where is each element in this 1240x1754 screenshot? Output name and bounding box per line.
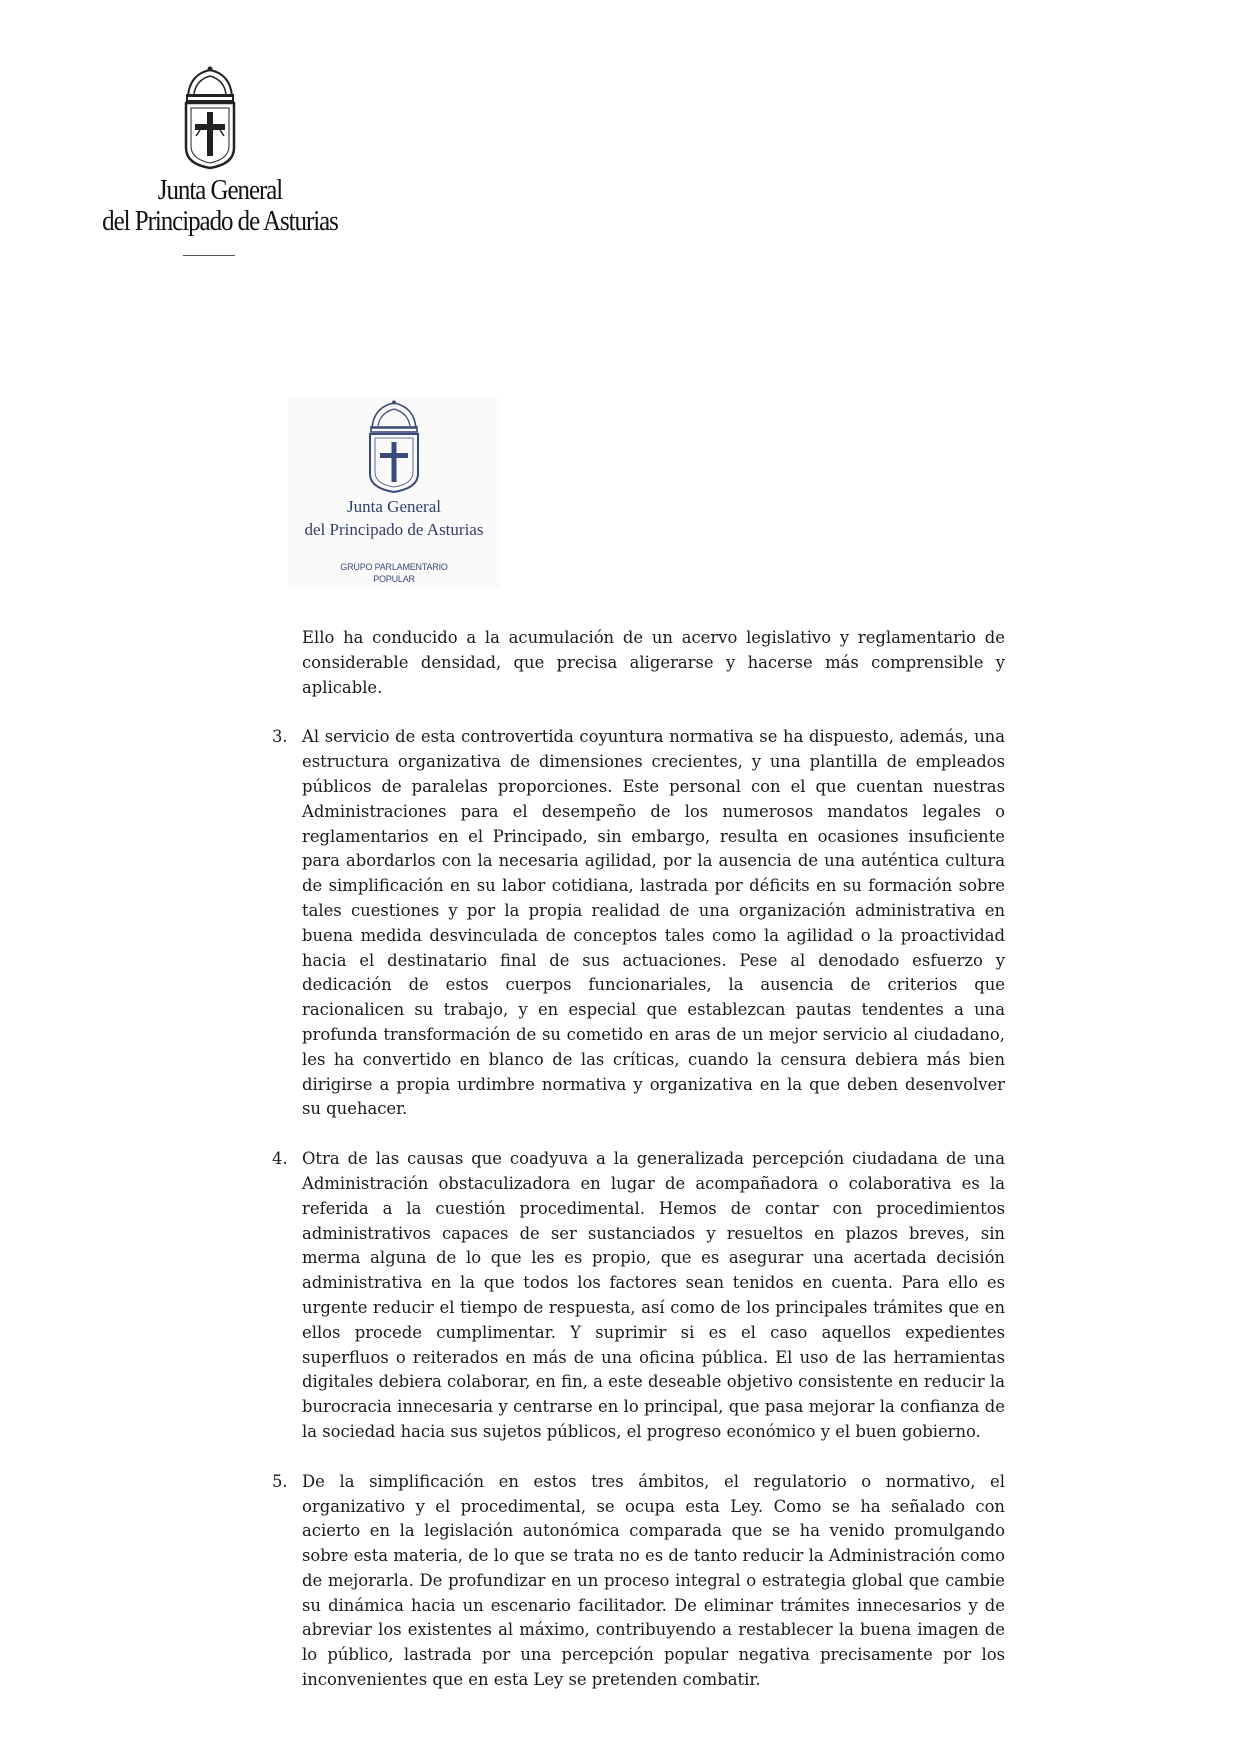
header-logo	[0, 0, 440, 270]
group-logo-group-line1: GRUPO PARLAMENTARIO	[340, 562, 448, 572]
list-item	[272, 1147, 1005, 1445]
header-title-line1: Junta General	[157, 174, 283, 206]
list-item-number: 5.	[272, 1471, 288, 1491]
coat-of-arms-icon	[178, 66, 242, 170]
header-title-line2: del Principado de Asturias	[102, 205, 338, 237]
list-item-text: De la simplificación en estos tres ámbitos, el regulatorio o normativo, el organizativo y el procedimental, se ocupa esta Ley. Como se ha señalado con acierto en la legislación autonómica comparada que se ha venido promulgando sobre esta materia, de lo que se trata no es de tanto reducir la Administración como de mejorarla. De profundizar en un proceso integral o estrategia global que cambie su dinámica hacia un escenario facilitador. De eliminar trámites innecesarios y de abreviar los existentes al máximo, contribuyendo a restablecer la buena imagen de lo público, lastrada por una percepción popular negativa precisamente por los inconvenientes que en esta Ley se pretenden combatir.	[302, 1471, 1005, 1690]
group-logo	[288, 398, 500, 588]
list-item-text: Otra de las causas que coadyuva a la generalizada percepción ciudadana de una Administración obstaculizadora en lugar de acompañadora o colaborativa es la referida a la cuestión procedimental. Hemos de contar con procedimientos administrativos capaces de ser sustanciados y resueltos en plazos breves, sin merma alguna de lo que les es propio, que es asegurar una acertada decisión administrativa en la que todos los factores sean tenidos en cuenta. Para ello es urgente reducir el tiempo de respuesta, así como de los principales trámites que en ellos procede cumplimentar. Y suprimir si es el caso aquellos expedientes superfluos o reiterados en más de una oficina pública. El uso de las herramientas digitales debiera colaborar, en fin, a este deseable objetivo consistente en reducir la burocracia innecesaria y centrarse en lo principal, que pasa mejorar la confianza de la sociedad hacia sus sujetos públicos, el progreso económico y el buen gobierno.	[302, 1149, 1005, 1441]
intro-paragraph: Ello ha conducido a la acumulación de un acervo legislativo y reglamentario de considerable densidad, que precisa aligerarse y hacerse más comprensible y aplicable.	[302, 628, 1005, 697]
document-body	[272, 626, 1005, 1718]
group-logo-group-line2: POPULAR	[373, 574, 415, 584]
coat-of-arms-icon	[361, 400, 427, 494]
list-item	[272, 725, 1005, 1122]
group-logo-title-line2: del Principado de Asturias	[304, 520, 484, 539]
list-item-number: 4.	[272, 1149, 288, 1169]
header-divider	[183, 255, 235, 256]
list-item-text: Al servicio de esta controvertida coyuntura normativa se ha dispuesto, además, una estructura organizativa de dimensiones crecientes, y una plantilla de empleados públicos de paralelas proporciones. Este personal con el que cuentan nuestras Administraciones para el desempeño de los numerosos mandatos legales o reglamentarios en el Principado, sin embargo, resulta en ocasiones insuficiente para abordarlos con la necesaria agilidad, por la ausencia de una auténtica cultura de simplificación en su labor cotidiana, lastrada por déficits en su formación sobre tales cuestiones y por la propia realidad de una organización administrativa en buena medida desvinculada de conceptos tales como la agilidad o la proactividad hacia el destinatario final de sus actuaciones. Pese al denodado esfuerzo y dedicación de estos cuerpos funcionariales, la ausencia de criterios que racionalicen su trabajo, y en especial que establezcan pautas tendentes a una profunda transformación de su cometido en aras de un mejor servicio al ciudadano, les ha convertido en blanco de las críticas, cuando la censura debiera más bien dirigirse a propia urdimbre normativa y organizativa en la que deben desenvolver su quehacer.	[302, 727, 1005, 1119]
group-logo-title-line1: Junta General	[347, 497, 441, 516]
list-item	[272, 1470, 1005, 1693]
list-item-number: 3.	[272, 727, 288, 747]
